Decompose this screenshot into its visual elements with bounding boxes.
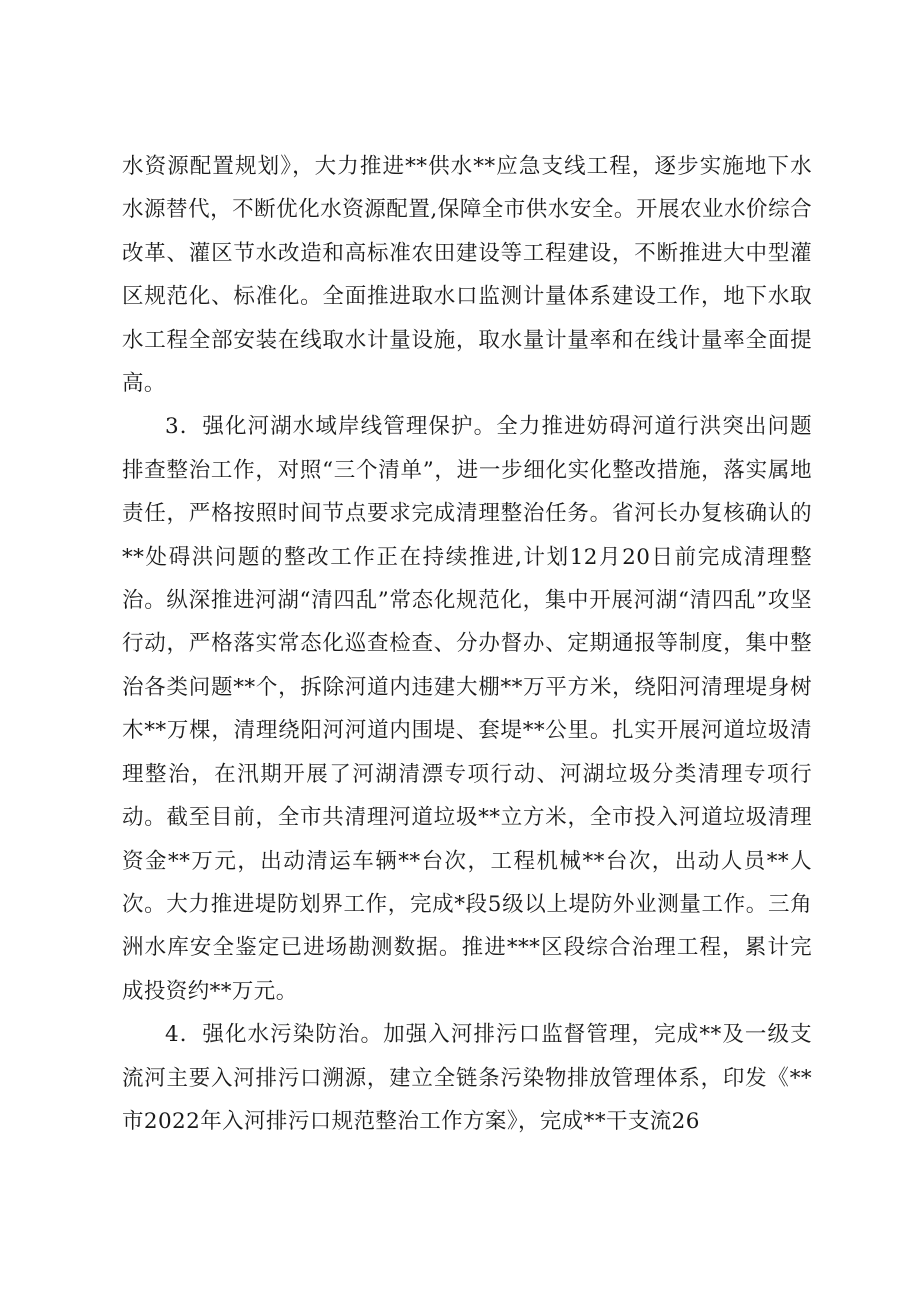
paragraph-river-lake-shoreline: 3．强化河湖水域岸线管理保护。全力推进妨碍河道行洪突出问题排查整治工作，对照“三个清单”，进一步细化实化整改措施，落实属地责任，严格按照时间节点要求完成清理整治任务。省河长办复核确认的**处碍洪问题的整改工作正在持续推进,计划12月20日前完成清理整治。纵深推进河湖“清四乱”常态化规范化，集中开展河湖“清四乱”攻坚行动，严格落实常态化巡查检查、分办督办、定期通报等制度，集中整治各类问题**个，拆除河道内违建大棚**万平方米，绕阳河清理堤身树木**万棵，清理绕阳河河道内围堤、套堤**公里。扎实开展河道垃圾清理整治，在汛期开展了河湖清漂专项行动、河湖垃圾分类清理专项行动。截至目前，全市共清理河道垃圾**立方米，全市投入河道垃圾清理资金**万元，出动清运车辆**台次，工程机械**台次，出动人员**人次。大力推进堤防划界工作，完成*段5级以上堤防外业测量工作。三角洲水库安全鉴定已进场勘测数据。推进***区段综合治理工程，累计完成投资约**万元。 <box>122 414 812 1004</box>
paragraph-water-allocation: 水资源配置规划》，大力推进**供水**应急支线工程，逐步实施地下水水源替代，不断优化水资源配置,保障全市供水安全。开展农业水价综合改革、灌区节水改造和高标准农田建设等工程建设，不断推进大中型灌区规范化、标准化。全面推进取水口监测计量体系建设工作，地下水取水工程全部安装在线取水计量设施，取水量计量率和在线计量率全面提高。 <box>122 154 812 397</box>
document-body <box>122 145 812 1143</box>
paragraph-water-pollution: 4．强化水污染防治。加强入河排污口监督管理，完成**及一级支流河主要入河排污口溯源，建立全链条污染物排放管理体系，印发《**市2022年入河排污口规范整治工作方案》，完成**干支流26 <box>122 1022 812 1134</box>
